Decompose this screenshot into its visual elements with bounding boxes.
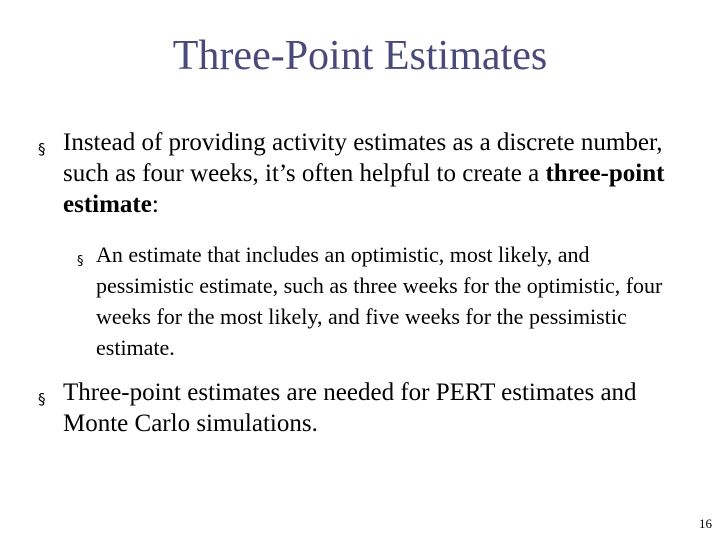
bullet-marker-icon: § xyxy=(38,390,46,408)
bullet-text xyxy=(63,127,688,220)
bullet-text: Three-point estimates are needed for PERT estimates and Monte Carlo simulations. xyxy=(63,379,637,437)
slide-title: Three-Point Estimates xyxy=(172,33,548,79)
bullet-text-before: Instead of providing activity estimates as a discrete number, such as four weeks, it’s often helpful to create a xyxy=(63,129,663,187)
page-number: 16 xyxy=(699,516,712,531)
bullet-text-after: : xyxy=(151,191,159,218)
sub-bullet-marker-icon: § xyxy=(77,254,84,269)
sub-bullet-text: An estimate that includes an optimistic, most likely, and pessimistic estimate, such as three weeks for the optimistic, four weeks for the most likely, and five weeks for the pessimistic estimate. xyxy=(96,242,663,360)
bullet-item-1 xyxy=(38,127,688,220)
bullet-item-2 xyxy=(38,377,688,439)
bullet-marker-icon: § xyxy=(38,140,46,158)
bullet-bold-term: three-point estimate xyxy=(63,160,665,218)
sub-bullet-item-1 xyxy=(77,239,687,363)
